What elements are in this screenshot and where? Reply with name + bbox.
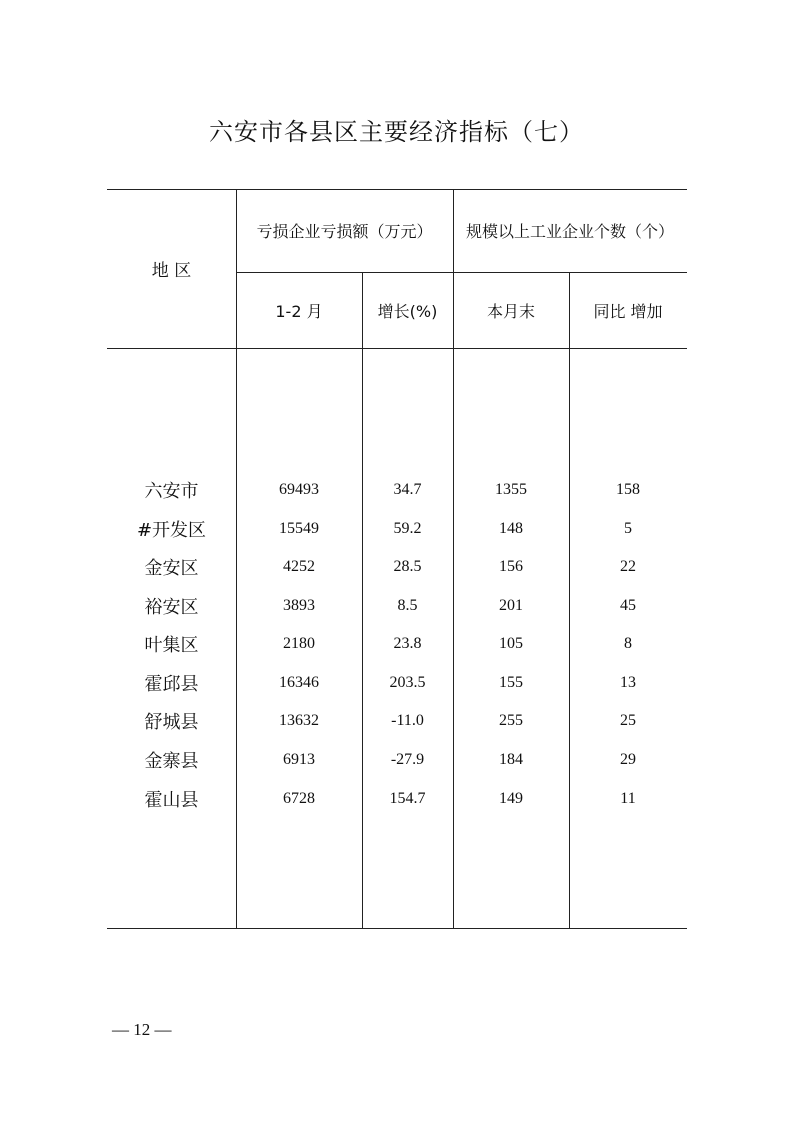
- loss-value: 15549: [279, 520, 319, 537]
- region-name: 金安区: [144, 558, 199, 579]
- count-value: 1355: [495, 481, 527, 498]
- loss-value: 2180: [283, 635, 315, 652]
- increase-value: 5: [624, 520, 632, 537]
- growth-value: 23.8: [393, 635, 422, 652]
- table-row: [107, 629, 687, 659]
- increase-value: 29: [620, 751, 636, 768]
- header-yoy-increase: 同比 增加: [593, 301, 663, 321]
- table-row: [107, 552, 687, 582]
- table-row: [107, 745, 687, 775]
- count-value: 255: [499, 712, 523, 729]
- table-row: [107, 668, 687, 698]
- region-name: 叶集区: [144, 635, 199, 656]
- count-value: 105: [499, 635, 523, 652]
- increase-value: 45: [620, 597, 636, 614]
- growth-value: 59.2: [393, 520, 422, 537]
- loss-value: 13632: [279, 712, 319, 729]
- header-growth: 增长(%): [377, 301, 438, 321]
- count-value: 149: [499, 790, 523, 807]
- growth-value: 34.7: [393, 481, 422, 498]
- growth-value: 28.5: [393, 558, 422, 575]
- region-name: 金寨县: [144, 751, 199, 772]
- table-row: [107, 514, 687, 544]
- increase-value: 13: [620, 674, 636, 691]
- header-month-end: 本月末: [486, 301, 535, 321]
- loss-value: 16346: [279, 674, 319, 691]
- region-name: 霍邱县: [144, 674, 199, 695]
- loss-value: 4252: [283, 558, 315, 575]
- count-value: 184: [499, 751, 523, 768]
- region-name: 裕安区: [144, 597, 199, 618]
- increase-value: 22: [620, 558, 636, 575]
- page-number: — 12 —: [112, 1020, 172, 1039]
- growth-value: 8.5: [397, 597, 418, 614]
- region-name: #开发区: [136, 520, 207, 541]
- increase-value: 158: [616, 481, 640, 498]
- growth-value: -27.9: [390, 751, 425, 768]
- growth-value: 154.7: [389, 790, 426, 807]
- page-title: 六安市各县区主要经济指标（七）: [209, 118, 584, 146]
- increase-value: 25: [620, 712, 636, 729]
- header-jan-feb: 1-2 月: [275, 301, 323, 321]
- growth-value: 203.5: [389, 674, 426, 691]
- count-value: 156: [499, 558, 523, 575]
- header-enterprise-count: 规模以上工业企业个数（个）: [465, 222, 674, 241]
- loss-value: 6728: [283, 790, 315, 807]
- table-row: [107, 591, 687, 621]
- region-name: 六安市: [144, 481, 199, 502]
- region-name: 舒城县: [144, 712, 199, 733]
- header-bottom-rule: [107, 348, 687, 349]
- table-row: [107, 706, 687, 736]
- table-row: [107, 784, 687, 814]
- count-value: 201: [499, 597, 523, 614]
- loss-value: 69493: [279, 481, 319, 498]
- header-loss-amount: 亏损企业亏损额（万元）: [256, 222, 433, 241]
- region-name: 霍山县: [144, 790, 199, 811]
- count-value: 155: [499, 674, 523, 691]
- header-region: 地 区: [151, 261, 192, 281]
- loss-value: 3893: [283, 597, 315, 614]
- count-value: 148: [499, 520, 523, 537]
- loss-value: 6913: [283, 751, 315, 768]
- increase-value: 11: [620, 790, 636, 807]
- increase-value: 8: [624, 635, 632, 652]
- growth-value: -11.0: [391, 712, 424, 729]
- table-bottom-rule: [107, 928, 687, 929]
- table-row: [107, 475, 687, 505]
